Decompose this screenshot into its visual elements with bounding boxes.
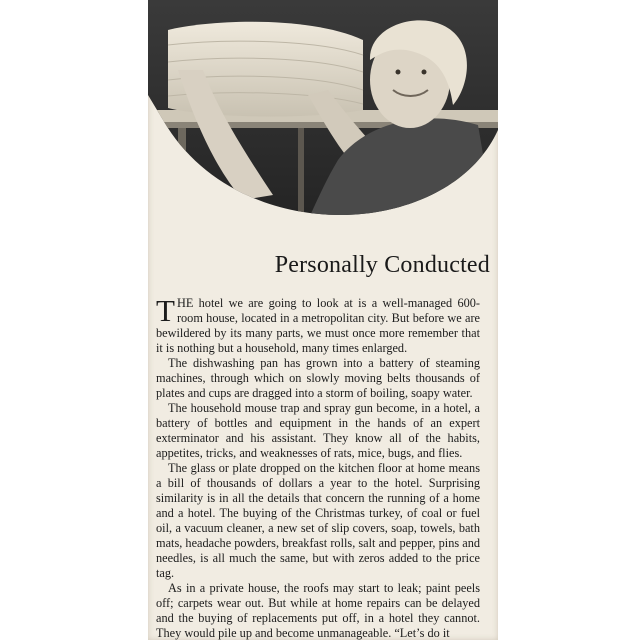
book-page — [148, 0, 498, 640]
drop-cap: T — [156, 293, 175, 328]
article-body — [156, 293, 480, 640]
paragraph: The glass or plate dropped on the kitchen floor at home means a bill of thousands of dollars a year to the hotel. Surprising similarity is in all the details that concern the running of a home and a hotel. The buying of the Christmas turkey, of coal or fuel oil, a vacuum cleaner, a new set of slip covers, soap, towels, bath mats, headache powders, breakfast rolls, salt and pepper, pins and needles, is all much the same, but with zeros added to the price tag. — [156, 461, 480, 580]
page-title: Personally Conducted — [274, 252, 490, 278]
paragraph — [156, 293, 480, 356]
photo-woman-with-linens — [148, 0, 498, 242]
paragraph: As in a private house, the roofs may start to leak; paint peels off; carpets wear out. But while at home repairs can be delayed and the buying of replacements put off, in a hotel they cannot. They would pile up and become unmanageable. “Let’s do it — [156, 581, 480, 640]
paragraph: The household mouse trap and spray gun become, in a hotel, a battery of bottles and equipment in the hands of an expert exterminator and his assistant. They know all of the habits, appetites, tricks, and weaknesses of rats, mice, bugs, and flies. — [156, 401, 480, 460]
paragraph: The dishwashing pan has grown into a battery of steaming machines, through which on slowly moving belts thousands of plates and cups are dragged into a storm of boiling, soapy water. — [156, 356, 480, 400]
paragraph-text: HE hotel we are going to look at is a well-managed 600-room house, located in a metropolitan city. But before we are bewildered by its many parts, we must once more remember that it is nothing but a household, many times enlarged. — [156, 296, 480, 355]
